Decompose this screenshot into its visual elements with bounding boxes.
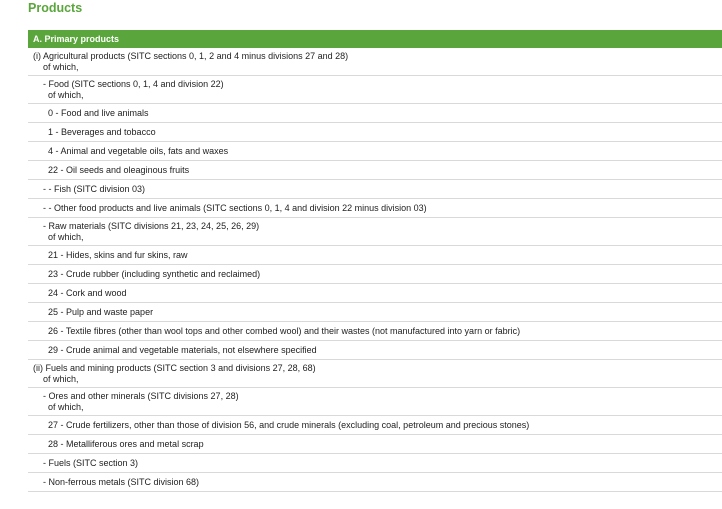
row-subtext: of which, — [43, 61, 79, 72]
list-item — [28, 284, 722, 303]
list-item — [28, 246, 722, 265]
row-text: 24 - Cork and wood — [48, 287, 127, 298]
list-item — [28, 180, 722, 199]
list-item — [28, 104, 722, 123]
list-item — [28, 473, 722, 492]
list-item — [28, 142, 722, 161]
row-text: 21 - Hides, skins and fur skins, raw — [48, 249, 188, 260]
list-item — [28, 48, 722, 76]
row-text: 0 - Food and live animals — [48, 107, 149, 118]
row-text: 28 - Metalliferous ores and metal scrap — [48, 438, 204, 449]
row-text: (i) Agricultural products (SITC sections 0, 1, 2 and 4 minus divisions 27 and 28) — [33, 51, 349, 61]
row-text: - - Other food products and live animals (SITC sections 0, 1, 4 and division 22 minus division 03) — [43, 202, 427, 213]
row-subtext: of which, — [43, 373, 79, 384]
row-text: (ii) Fuels and mining products (SITC section 3 and divisions 27, 28, 68) — [33, 363, 316, 373]
list-item — [28, 218, 722, 246]
list-item — [28, 454, 722, 473]
row-text: 25 - Pulp and waste paper — [48, 306, 154, 317]
list-item — [28, 360, 722, 388]
row-subtext: of which, — [48, 401, 84, 412]
list-item — [28, 123, 722, 142]
row-text: 1 - Beverages and tobacco — [48, 126, 156, 137]
row-text: - Raw materials (SITC divisions 21, 23, 24, 25, 26, 29) — [43, 221, 260, 231]
list-item — [28, 303, 722, 322]
row-text: - - Fish (SITC division 03) — [43, 183, 146, 194]
list-item — [28, 322, 722, 341]
row-text: - Food (SITC sections 0, 1, 4 and division 22) — [43, 79, 224, 89]
list-item — [28, 161, 722, 180]
product-list — [28, 48, 722, 492]
list-item — [28, 435, 722, 454]
row-text: 27 - Crude fertilizers, other than those of division 56, and crude minerals (excluding coal, petroleum and precious stones) — [48, 419, 530, 430]
row-subtext: of which, — [48, 89, 84, 100]
list-item — [28, 76, 722, 104]
list-item — [28, 265, 722, 284]
list-item — [28, 416, 722, 435]
row-text: - Fuels (SITC section 3) — [43, 457, 139, 468]
row-text: 22 - Oil seeds and oleaginous fruits — [48, 164, 190, 175]
row-text: - Non-ferrous metals (SITC division 68) — [43, 476, 200, 487]
section-header: A. Primary products — [28, 30, 722, 48]
list-item — [28, 388, 722, 416]
row-text: 4 - Animal and vegetable oils, fats and waxes — [48, 145, 229, 156]
list-item — [28, 341, 722, 360]
list-item — [28, 199, 722, 218]
page-title: Products — [28, 1, 83, 15]
row-subtext: of which, — [48, 231, 84, 242]
row-text: 29 - Crude animal and vegetable materials, not elsewhere specified — [48, 344, 317, 355]
row-text: 26 - Textile fibres (other than wool tops and other combed wool) and their wastes (not manufactured into yarn or fabric) — [48, 325, 521, 336]
row-text: - Ores and other minerals (SITC divisions 27, 28) — [43, 391, 239, 401]
row-text: 23 - Crude rubber (including synthetic and reclaimed) — [48, 268, 261, 279]
